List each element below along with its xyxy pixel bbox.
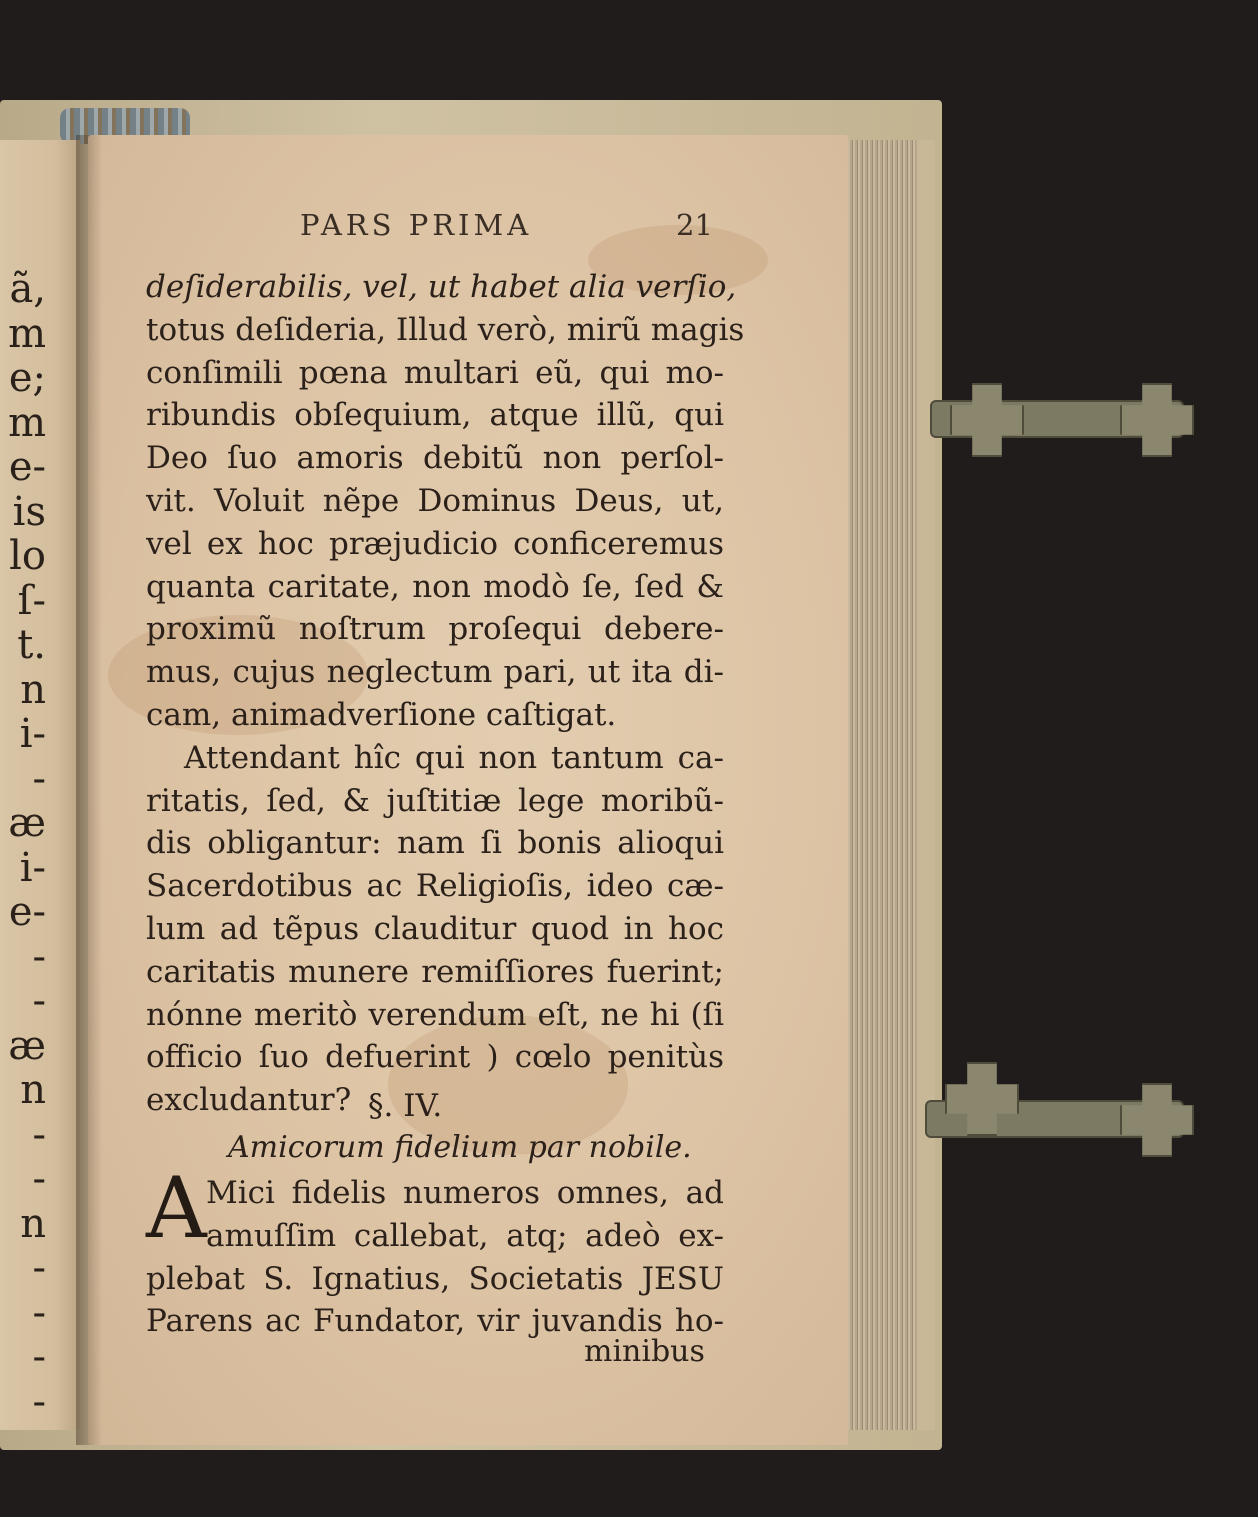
clasp-end-icon [1120, 1083, 1194, 1157]
left-page-fragment: - [32, 755, 46, 802]
text-line: ritatis, ſed, & juſtitiæ lege moribũ- [146, 782, 724, 819]
section-mark: §. IV. [368, 1088, 443, 1124]
left-page-fragment: is [12, 488, 46, 535]
left-page-fragment: - [32, 1111, 46, 1158]
gutter-shadow [76, 135, 102, 1445]
text-line: vel ex hoc præjudicio conficeremus [146, 525, 724, 562]
text-line: vit. Voluit nẽpe Dominus Deus, ut, [146, 482, 724, 519]
left-page-fragment: - [32, 1289, 46, 1336]
text-line: caritatis munere remiſſiores fuerint; [146, 953, 724, 990]
text-line: Parens ac Fundator, vir juvandis ho- [146, 1303, 724, 1340]
left-page-fragment: æ [8, 1022, 46, 1069]
left-page-fragment: - [32, 1245, 46, 1291]
text-line: ribundis obſequium, atque illũ, qui [146, 397, 724, 434]
left-page-fragment: i- [19, 844, 46, 891]
text-line: dis obligantur: nam ſi bonis alioqui [146, 825, 724, 862]
left-page [0, 140, 80, 1430]
left-page-fragment: e- [8, 444, 46, 490]
text-line: cam, animadverſione caſtigat. [146, 696, 617, 733]
main-text [146, 266, 745, 1122]
left-page-fragment: - [32, 1156, 46, 1202]
left-page-fragment: lo [9, 533, 46, 579]
left-page-fragment: ã, [9, 266, 46, 312]
page-fore-edge [845, 140, 935, 1430]
left-page-fragment: n [20, 666, 46, 713]
drop-cap: A [146, 1159, 207, 1257]
text-line: plebat S. Ignatius, Societatis JESU [146, 1260, 724, 1297]
text-line: excludantur? [146, 1082, 352, 1119]
left-page-fragment: n [20, 1067, 46, 1113]
left-page-fragment: n [20, 1200, 46, 1247]
running-title: PARS PRIMA [300, 208, 533, 242]
section-title: Amicorum fidelium par nobile. [228, 1130, 692, 1165]
left-page-fragment: ſ- [17, 577, 46, 624]
page-number: 21 [676, 208, 713, 242]
left-page-fragment: - [32, 1378, 46, 1425]
left-page-fragment: - [32, 933, 46, 980]
left-page-fragment: i- [19, 711, 46, 757]
text-line: quanta caritate, non modò ſe, ſed & [146, 568, 724, 605]
left-page-fragment: m [8, 310, 46, 357]
left-page-fragment: e; [8, 355, 46, 401]
text-line: officio ſuo defuerint ) cœlo penitùs [146, 1039, 724, 1076]
left-page-fragment: m [8, 399, 46, 446]
left-page-fragment: - [32, 978, 46, 1024]
text-line: Sacerdotibus ac Religioſis, ideo cæ- [146, 868, 724, 905]
text-line: mus, cujus neglectum pari, ut ita di- [146, 654, 724, 691]
text-line: conſimili pœna multari eũ, qui mo- [146, 354, 724, 391]
catchword: minibus [584, 1334, 705, 1369]
text-line: totus deſideria, Illud verò, mirũ magis [146, 311, 745, 348]
text-line: Attendant hîc qui non tantum ca- [184, 739, 724, 776]
left-page-fragment: æ [8, 800, 46, 846]
text-line: deſiderabilis, vel, ut habet alia verſio, [146, 269, 737, 305]
paragraph-3 [146, 1172, 724, 1343]
clasp-hinge-icon [950, 383, 1024, 457]
text-line: Deo ſuo amoris debitũ non perſol- [146, 440, 724, 477]
text-line: nónne meritò verendum eſt, ne hi (ſi [146, 996, 724, 1033]
left-page-fragment: e- [8, 889, 46, 935]
clasp-end-icon [1120, 383, 1194, 457]
text-line: lum ad tẽpus clauditur quod in hoc [146, 910, 724, 947]
left-page-fragment: - [32, 1334, 46, 1380]
text-line: proximũ noſtrum proſequi debere- [146, 611, 724, 648]
left-page-fragment: t. [17, 622, 46, 668]
text-line: amuſſim callebat, atq; adeò ex- [206, 1217, 724, 1254]
text-line: Mici fidelis numeros omnes, ad [206, 1175, 724, 1211]
